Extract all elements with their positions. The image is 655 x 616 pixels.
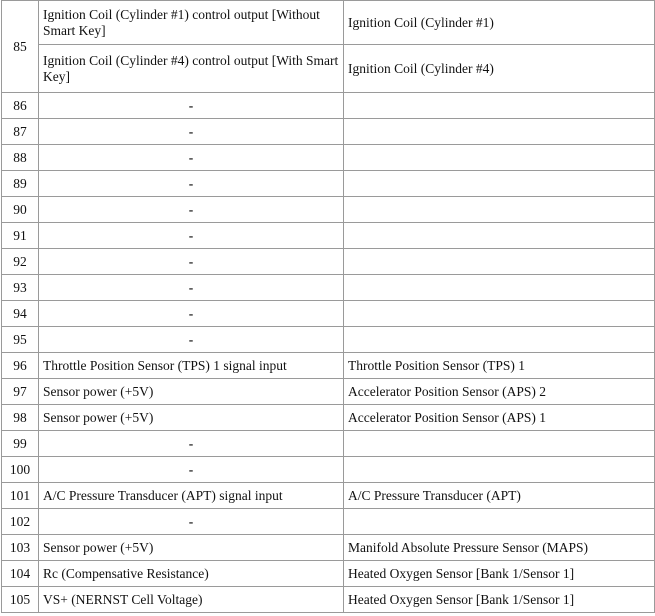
pin-number: 95 bbox=[2, 327, 39, 353]
table-row bbox=[2, 509, 655, 535]
pin-description: - bbox=[39, 327, 344, 353]
connected-component bbox=[344, 145, 655, 171]
pin-number: 104 bbox=[2, 561, 39, 587]
pin-description: - bbox=[39, 457, 344, 483]
pin-number: 91 bbox=[2, 223, 39, 249]
connected-component: Heated Oxygen Sensor [Bank 1/Sensor 1] bbox=[344, 561, 655, 587]
pin-description: - bbox=[39, 301, 344, 327]
pin-number: 90 bbox=[2, 197, 39, 223]
connected-component: A/C Pressure Transducer (APT) bbox=[344, 483, 655, 509]
connected-component: Ignition Coil (Cylinder #1) bbox=[344, 1, 655, 45]
connected-component: Heated Oxygen Sensor [Bank 1/Sensor 1] bbox=[344, 587, 655, 613]
table-row bbox=[2, 197, 655, 223]
pin-number: 89 bbox=[2, 171, 39, 197]
pin-description-table bbox=[1, 0, 655, 613]
pin-description: - bbox=[39, 119, 344, 145]
pin-description: - bbox=[39, 93, 344, 119]
connected-component: Accelerator Position Sensor (APS) 2 bbox=[344, 379, 655, 405]
pin-number: 87 bbox=[2, 119, 39, 145]
pin-number: 97 bbox=[2, 379, 39, 405]
table-row bbox=[2, 405, 655, 431]
connected-component bbox=[344, 93, 655, 119]
pin-number: 101 bbox=[2, 483, 39, 509]
connected-component bbox=[344, 509, 655, 535]
pin-description: Sensor power (+5V) bbox=[39, 535, 344, 561]
table-row bbox=[2, 249, 655, 275]
pin-description: - bbox=[39, 197, 344, 223]
connected-component bbox=[344, 327, 655, 353]
table-row bbox=[2, 327, 655, 353]
table-row bbox=[2, 483, 655, 509]
pin-number: 96 bbox=[2, 353, 39, 379]
table-row bbox=[2, 379, 655, 405]
connected-component bbox=[344, 119, 655, 145]
pin-number: 102 bbox=[2, 509, 39, 535]
pin-description: - bbox=[39, 509, 344, 535]
table-row bbox=[2, 301, 655, 327]
pin-description: VS+ (NERNST Cell Voltage) bbox=[39, 587, 344, 613]
connected-component bbox=[344, 249, 655, 275]
table-row bbox=[2, 431, 655, 457]
pin-number: 99 bbox=[2, 431, 39, 457]
table-row bbox=[2, 535, 655, 561]
connected-component bbox=[344, 171, 655, 197]
pin-description: A/C Pressure Transducer (APT) signal input bbox=[39, 483, 344, 509]
pin-description: - bbox=[39, 431, 344, 457]
table-row bbox=[2, 275, 655, 301]
pin-description: Sensor power (+5V) bbox=[39, 405, 344, 431]
pin-number: 100 bbox=[2, 457, 39, 483]
pin-description: - bbox=[39, 223, 344, 249]
table-row bbox=[2, 561, 655, 587]
connected-component bbox=[344, 275, 655, 301]
table-row bbox=[2, 587, 655, 613]
connected-component: Manifold Absolute Pressure Sensor (MAPS) bbox=[344, 535, 655, 561]
pin-description: Ignition Coil (Cylinder #4) control output [With Smart Key] bbox=[39, 45, 344, 93]
pin-number: 86 bbox=[2, 93, 39, 119]
pin-number: 92 bbox=[2, 249, 39, 275]
pin-number: 85 bbox=[2, 1, 39, 93]
table-row bbox=[2, 45, 655, 93]
pin-description: Rc (Compensative Resistance) bbox=[39, 561, 344, 587]
connected-component: Accelerator Position Sensor (APS) 1 bbox=[344, 405, 655, 431]
pin-number: 105 bbox=[2, 587, 39, 613]
connected-component bbox=[344, 457, 655, 483]
table-row bbox=[2, 93, 655, 119]
table-row bbox=[2, 457, 655, 483]
pin-description: - bbox=[39, 145, 344, 171]
connected-component bbox=[344, 301, 655, 327]
pin-number: 93 bbox=[2, 275, 39, 301]
table-row bbox=[2, 1, 655, 45]
table-row bbox=[2, 171, 655, 197]
pin-number: 94 bbox=[2, 301, 39, 327]
pin-description: - bbox=[39, 171, 344, 197]
connected-component bbox=[344, 197, 655, 223]
connected-component bbox=[344, 223, 655, 249]
pin-description: Ignition Coil (Cylinder #1) control output [Without Smart Key] bbox=[39, 1, 344, 45]
table-row bbox=[2, 223, 655, 249]
pin-description: Throttle Position Sensor (TPS) 1 signal input bbox=[39, 353, 344, 379]
pin-number: 98 bbox=[2, 405, 39, 431]
connected-component: Ignition Coil (Cylinder #4) bbox=[344, 45, 655, 93]
table-row bbox=[2, 145, 655, 171]
connected-component bbox=[344, 431, 655, 457]
pin-description: - bbox=[39, 249, 344, 275]
pin-number: 88 bbox=[2, 145, 39, 171]
pin-number: 103 bbox=[2, 535, 39, 561]
connected-component: Throttle Position Sensor (TPS) 1 bbox=[344, 353, 655, 379]
pin-description: Sensor power (+5V) bbox=[39, 379, 344, 405]
table-body bbox=[2, 1, 655, 613]
table-row bbox=[2, 119, 655, 145]
table-row bbox=[2, 353, 655, 379]
pin-description: - bbox=[39, 275, 344, 301]
